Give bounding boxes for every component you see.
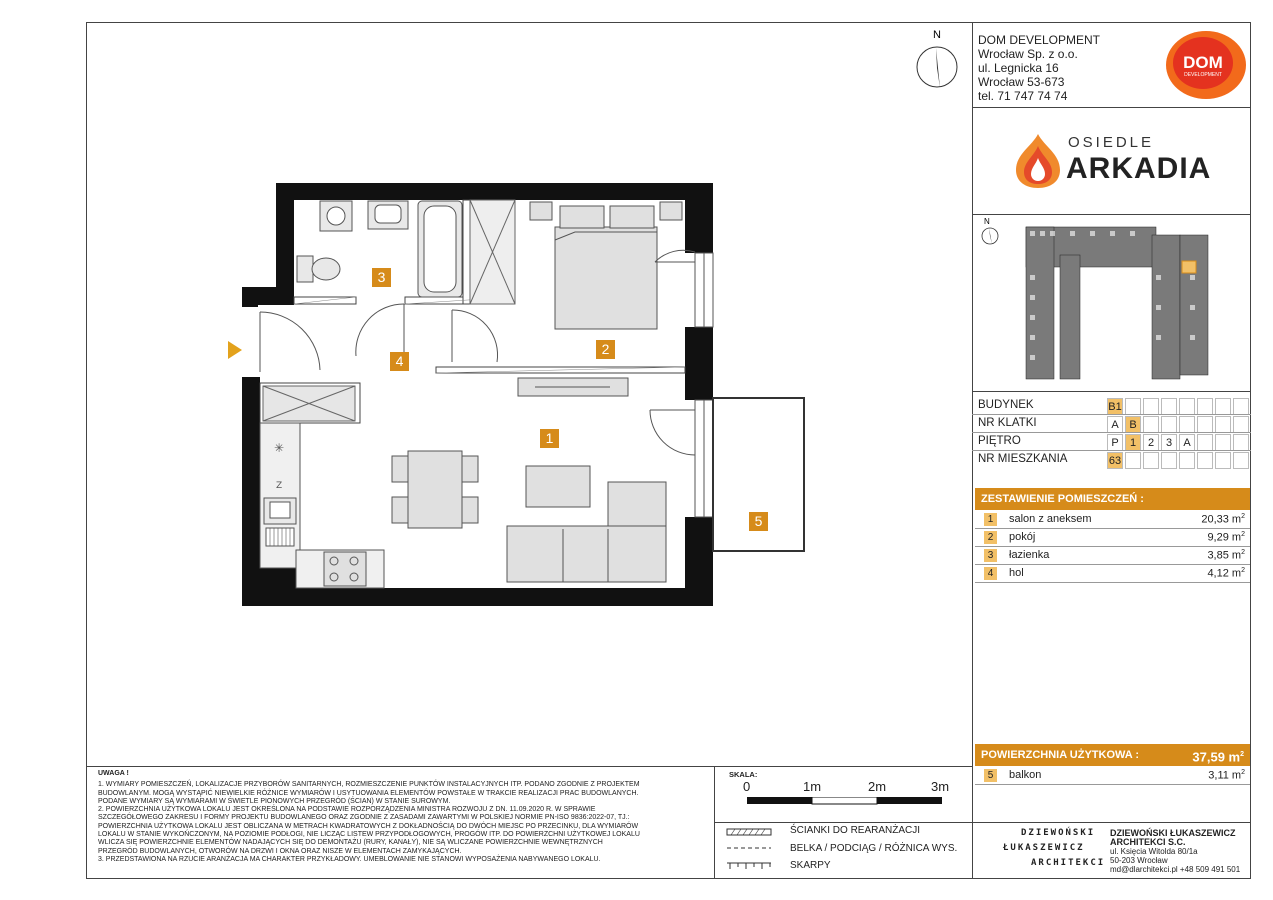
legend-item: SKARPY bbox=[790, 860, 831, 871]
divider bbox=[972, 822, 1251, 823]
info-cell bbox=[1215, 416, 1231, 433]
notes bbox=[98, 770, 703, 864]
info-cell bbox=[1161, 452, 1177, 469]
note-line: LOKALU W STANIE WYKOŃCZONYM, NA POZIOMIE PODŁOGI, NIE LICZĄC LISTEW PRZYPODŁOGOWYCH, PROGÓW ITP. DO POWIERZCHNI UŻYTKOWEJ LOKALU bbox=[98, 831, 640, 839]
architect-address: ul. Księcia Witolda 80/1a bbox=[1110, 847, 1198, 856]
note-line: PRZEGRÓD BUDOWLANYCH, OTWORÓW NA DRZWI I OKNA ORAZ NISZE W ELEMENTACH ZAMYKAJĄCYCH. bbox=[98, 847, 462, 855]
info-cell: 63 bbox=[1107, 452, 1123, 469]
architect-contact: md@dlarchitekci.pl +48 509 491 501 bbox=[1110, 865, 1241, 874]
room-number: 1 bbox=[984, 513, 997, 526]
room-name: hol bbox=[1009, 567, 1024, 579]
room-area: 20,33 $m^2$ bbox=[1201, 513, 1245, 526]
info-cell bbox=[1161, 398, 1177, 415]
note-line: PODANE WYMIARY SĄ WYMIARAMI W ŚWIETLE PIONOWYCH PRZEGRÓD (ŚCIAN) W STANIE SUROWYM. bbox=[98, 797, 451, 805]
note-line: 1. WYMIARY POMIESZCZEŃ, LOKALIZACJE PRZYBORÓW SANITARNYCH, ROZMIESZCZENIE PUNKTÓW INSTALACYJNYCH ITP. PODANO ZGODNIE Z PROJEKTEM bbox=[98, 781, 640, 789]
divider bbox=[972, 391, 1251, 392]
label: BUDYNEK bbox=[978, 399, 1034, 411]
plan-label-living-room: 1 bbox=[540, 429, 559, 448]
svg-text:N: N bbox=[984, 217, 990, 226]
scale-label: 1m bbox=[803, 779, 822, 794]
svg-text:Z: Z bbox=[276, 481, 283, 491]
architect-logo-line: ŁUKASZEWICZ bbox=[1003, 843, 1085, 853]
room-number: 5 bbox=[984, 769, 997, 782]
room-number: 4 bbox=[984, 567, 997, 580]
arkadia-flame-icon bbox=[1010, 132, 1066, 190]
scale-bar bbox=[747, 797, 943, 805]
info-cell bbox=[1197, 398, 1213, 415]
room-row bbox=[975, 547, 1250, 565]
company-line: ul. Legnicka 16 bbox=[978, 61, 1059, 75]
total-label: POWIERZCHNIA UŻYTKOWA : bbox=[981, 749, 1140, 761]
info-cell bbox=[1125, 452, 1141, 469]
total-value: 37,59 $m^2$ bbox=[1192, 749, 1244, 765]
note-line: WLICZA SIĘ POWIERZCHNIE ELEMENTÓW NADAJĄCYCH SIĘ DO DEMONTAŻU (RURY, KANAŁY), NIE SĄ WLICZANE POWIERZCHNIE WEWNĘTRZNYCH bbox=[98, 839, 603, 847]
room-number: 2 bbox=[984, 531, 997, 544]
info-cell bbox=[1215, 434, 1231, 451]
note-line: POWIERZCHNIA UŻYTKOWA LOKALU JEST OBLICZANA W METRACH KWADRATOWYCH Z DOKŁADNOŚCIĄ DO DWÓCH MIEJSC PO PRZECINKU, DLA WYMIARÓW bbox=[98, 822, 639, 830]
divider bbox=[972, 432, 1251, 433]
dom-development-logo bbox=[1165, 30, 1247, 100]
room-area: 4,12 $m^2$ bbox=[1207, 567, 1245, 580]
architect-address: 50-203 Wrocław bbox=[1110, 856, 1168, 865]
info-cell bbox=[1125, 398, 1141, 415]
svg-text:N: N bbox=[933, 29, 941, 41]
room-area: 3,85 $m^2$ bbox=[1207, 549, 1245, 562]
info-cell: A bbox=[1179, 434, 1195, 451]
room-name: pokój bbox=[1009, 531, 1036, 543]
architect-name: DZIEWOŃSKI ŁUKASZEWICZ bbox=[1110, 828, 1236, 838]
info-cell bbox=[1179, 398, 1195, 415]
legend-symbols bbox=[726, 827, 774, 872]
room-row bbox=[975, 511, 1250, 529]
info-cell bbox=[1233, 416, 1249, 433]
info-cell bbox=[1179, 416, 1195, 433]
room-row bbox=[975, 529, 1250, 547]
architect-details bbox=[1110, 829, 1240, 874]
divider bbox=[972, 107, 1251, 108]
note-line: 2. POWIERZCHNIA UŻYTKOWA LOKALU JEST OKREŚLONA NA PODSTAWIE ROZPORZĄDZENIA MINISTRA ROZWOJU Z DN. 11.09.2020 R. W SPRAWIE bbox=[98, 806, 596, 814]
room-name: balkon bbox=[1009, 769, 1042, 781]
info-cell: 3 bbox=[1161, 434, 1177, 451]
company-line: tel. 71 747 74 74 bbox=[978, 89, 1068, 103]
architect-logo-line: DZIEWOŃSKI bbox=[1021, 828, 1096, 838]
divider bbox=[714, 822, 972, 823]
plan-label-balcony: 5 bbox=[749, 512, 768, 531]
info-cell bbox=[1143, 398, 1159, 415]
scale-label: 3m bbox=[931, 779, 950, 794]
summary-header: ZESTAWIENIE POMIESZCZEŃ : bbox=[975, 488, 1250, 510]
svg-text:✳: ✳ bbox=[274, 441, 285, 455]
scale-label: 0 bbox=[743, 779, 751, 794]
legend-item: ŚCIANKI DO REARANŻACJI bbox=[790, 825, 921, 836]
info-cell: A bbox=[1107, 416, 1123, 433]
notes-title: UWAGA ! bbox=[98, 770, 129, 777]
info-cell bbox=[1197, 416, 1213, 433]
balcony-row bbox=[975, 767, 1250, 785]
info-cell: 1 bbox=[1125, 434, 1141, 451]
info-cell: P bbox=[1107, 434, 1123, 451]
info-cell bbox=[1143, 416, 1159, 433]
architect-name: ARCHITEKCI S.C. bbox=[1110, 837, 1186, 847]
info-cell bbox=[1197, 452, 1213, 469]
label: NR MIESZKANIA bbox=[978, 453, 1068, 465]
info-cell: 2 bbox=[1143, 434, 1159, 451]
scale-label: 2m bbox=[868, 779, 887, 794]
note-line: BUDOWLANYM. MOGĄ WYSTĄPIĆ NIEWIELKIE RÓŻNICE WYMIARÓW I USYTUOWANIA ELEMENTÓW POWSTAŁE W TRAKCIE REALIZACJI PRAC BUDOWLANYCH. bbox=[98, 789, 639, 797]
plan-label-bedroom: 2 bbox=[596, 340, 615, 359]
svg-text:DEVELOPMENT: DEVELOPMENT bbox=[1184, 72, 1222, 78]
info-cell bbox=[1143, 452, 1159, 469]
estate-name-big: ARKADIA bbox=[1066, 152, 1212, 185]
info-cell bbox=[1197, 434, 1213, 451]
info-cell bbox=[1233, 398, 1249, 415]
divider bbox=[972, 414, 1251, 415]
info-cell bbox=[1161, 416, 1177, 433]
divider bbox=[86, 766, 973, 767]
estate-name-small: OSIEDLE bbox=[1068, 134, 1155, 151]
room-area: 9,29 $m^2$ bbox=[1207, 531, 1245, 544]
svg-text:DOM: DOM bbox=[1183, 53, 1223, 72]
room-name: łazienka bbox=[1009, 549, 1050, 561]
note-line: 3. PRZEDSTAWIONA NA RZUCIE ARANŻACJA MA CHARAKTER PRZYKŁADOWY. UMEBLOWANIE NIE STANOWI WYPOSAŻENIA NABYWANEGO LOKALU. bbox=[98, 855, 601, 863]
architect-logo bbox=[1003, 826, 1105, 871]
divider bbox=[972, 450, 1251, 451]
room-row bbox=[975, 565, 1250, 583]
room-number: 3 bbox=[984, 549, 997, 562]
plan-label-hall: 4 bbox=[390, 352, 409, 371]
company-line: DOM DEVELOPMENT bbox=[978, 33, 1101, 47]
info-cell: B bbox=[1125, 416, 1141, 433]
developer-address bbox=[978, 33, 1100, 103]
plan-label-bathroom: 3 bbox=[372, 268, 391, 287]
company-line: Wrocław 53-673 bbox=[978, 75, 1065, 89]
company-line: Wrocław Sp. z o.o. bbox=[978, 47, 1078, 61]
architect-logo-line: ARCHITEKCI bbox=[1031, 858, 1106, 868]
info-cell bbox=[1215, 398, 1231, 415]
total-area-bar bbox=[975, 744, 1250, 766]
legend-item: BELKA / PODCIĄG / RÓŻNICA WYS. bbox=[790, 843, 958, 854]
info-cell bbox=[1215, 452, 1231, 469]
label: NR KLATKI bbox=[978, 417, 1037, 429]
scale-title: SKALA: bbox=[729, 770, 758, 779]
info-cell bbox=[1233, 434, 1249, 451]
note-line: SZCZEGÓŁOWEGO ZAKRESU I FORMY PROJEKTU BUDOWLANEGO ORAZ ZGODNIE Z ZASADAMI ZAWARTYMI W POLSKIEJ NORMIE PN-ISO 9836:2022-07, TJ.: bbox=[98, 814, 630, 822]
room-name: salon z aneksem bbox=[1009, 513, 1092, 525]
site-map bbox=[980, 215, 1245, 387]
info-cell: B1 bbox=[1107, 398, 1123, 415]
room-area: 3,11 $m^2$ bbox=[1208, 769, 1245, 782]
label: PIĘTRO bbox=[978, 435, 1021, 447]
info-cell bbox=[1233, 452, 1249, 469]
info-cell bbox=[1179, 452, 1195, 469]
